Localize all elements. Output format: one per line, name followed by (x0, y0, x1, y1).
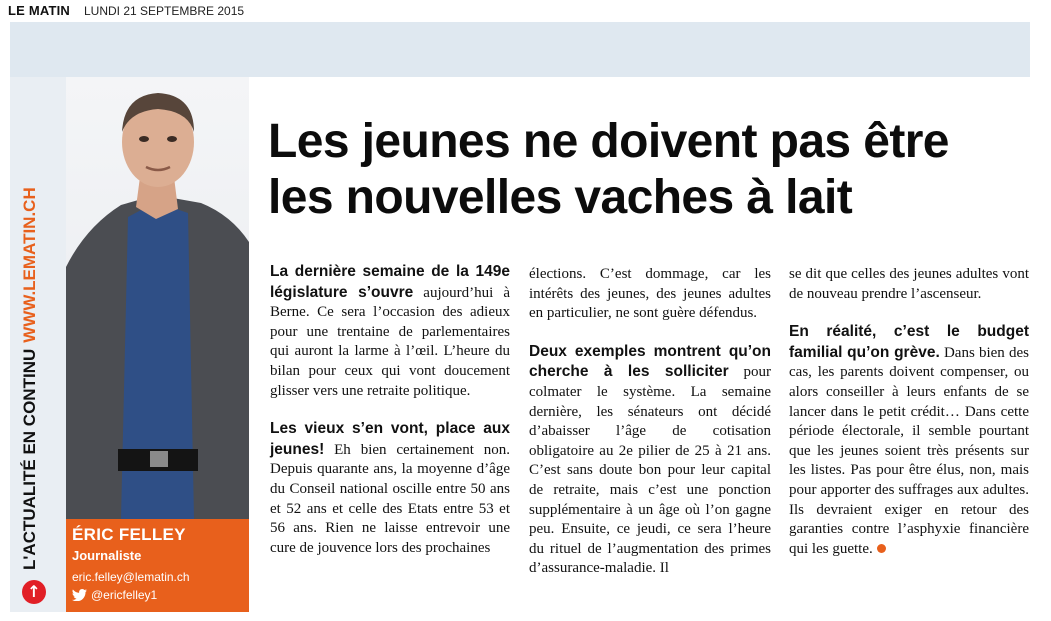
headline-line-1: Les jeunes ne doivent pas être (268, 115, 949, 168)
body-text-4: Dans bien des cas, les parents doivent compenser, ou alors conseiller à leurs enfants de se lancer dans le petit crédit… Dans cette période électorale, il semble pourtant que les jeunes soient très présents sur les listes. Pas pour être élus, non, mais pour apporter des suffrages aux adultes. Ils devraient exiger en retour des garanties contre l’asphyxie financière qui les guette. (789, 344, 1029, 557)
top-banner (10, 22, 1030, 77)
end-of-article-dot (877, 544, 886, 553)
paragraph-2 (270, 419, 510, 558)
body-text-2: Eh bien certainement non. Depuis quarante ans, la moyenne d’âge du Conseil national oscille entre 50 ans et 52 ans et celle des Etats entre 53 et 56 ans. Rien ne laisse entrevoir une cure de jouvence lors des prochaines (270, 441, 510, 556)
up-arrow-icon[interactable]: ↑ (22, 580, 46, 604)
paragraph-5: se dit que celles des jeunes adultes vont de nouveau prendre l’ascenseur. (789, 266, 1029, 302)
paragraph-6 (789, 322, 1029, 559)
article-headline (268, 114, 1028, 226)
author-role: Journaliste (72, 548, 142, 563)
article-column-1 (270, 262, 510, 558)
twitter-handle: @ericfelley1 (91, 588, 158, 602)
twitter-bird-icon (72, 589, 87, 601)
article-column-2 (529, 265, 771, 579)
sidebar-tagline (20, 187, 40, 570)
paragraph-1 (270, 262, 510, 401)
brand-name: LE MATIN (8, 3, 71, 18)
masthead-bar (0, 0, 1051, 22)
article-column-3 (789, 265, 1029, 559)
lead-in-4: En réalité, c’est le budget familial qu’on grève. (789, 323, 1029, 361)
author-photo (66, 77, 249, 519)
author-name: ÉRIC FELLEY (72, 525, 186, 544)
paragraph-3: élections. C’est dommage, car les intérêts des jeunes, des jeunes adultes en particulier, ne sont guère défendus. (529, 266, 771, 322)
tagline-text: L'ACTUALITÉ EN CONTINU (20, 348, 39, 570)
lead-in-1: La dernière semaine de la 149e législature s’ouvre (270, 263, 510, 301)
paragraph-4 (529, 342, 771, 579)
author-twitter-link[interactable] (72, 588, 157, 602)
headline-line-2: les nouvelles vaches à lait (268, 171, 853, 224)
lead-in-2: Les vieux s’en vont, place aux jeunes! (270, 420, 510, 458)
author-email-link[interactable]: eric.felley@lematin.ch (72, 570, 190, 584)
author-box (66, 519, 249, 612)
body-text-3: pour colmater le système. La semaine dernière, les sénateurs ont décidé d’abaisser l’âge de cotisation obligatoire au 2e pilier de 25 à 21 ans. C’est sans doute bon pour leur capital de retraite, mais c’est une ponction supplémentaire à un âge où l’on gagne peu. Ensuite, ce jeudi, ce sera l’heure du rituel de l’augmentation des primes d’assurance-maladie. Il (529, 364, 771, 577)
issue-date: LUNDI 21 SEPTEMBRE 2015 (84, 4, 245, 18)
lead-in-3: Deux exemples montrent qu’on cherche à les solliciter (529, 342, 771, 381)
site-url-link[interactable]: WWW.LEMATIN.CH (20, 187, 39, 343)
body-text-1: aujourd’hui à Berne. Ce sera l’occasion des adieux pour une trentaine de parlementaires qui auront la larme à l’œil. L’heure du bilan pour ceux qui vont doucement glisser vers une retraite politique. (270, 284, 510, 399)
